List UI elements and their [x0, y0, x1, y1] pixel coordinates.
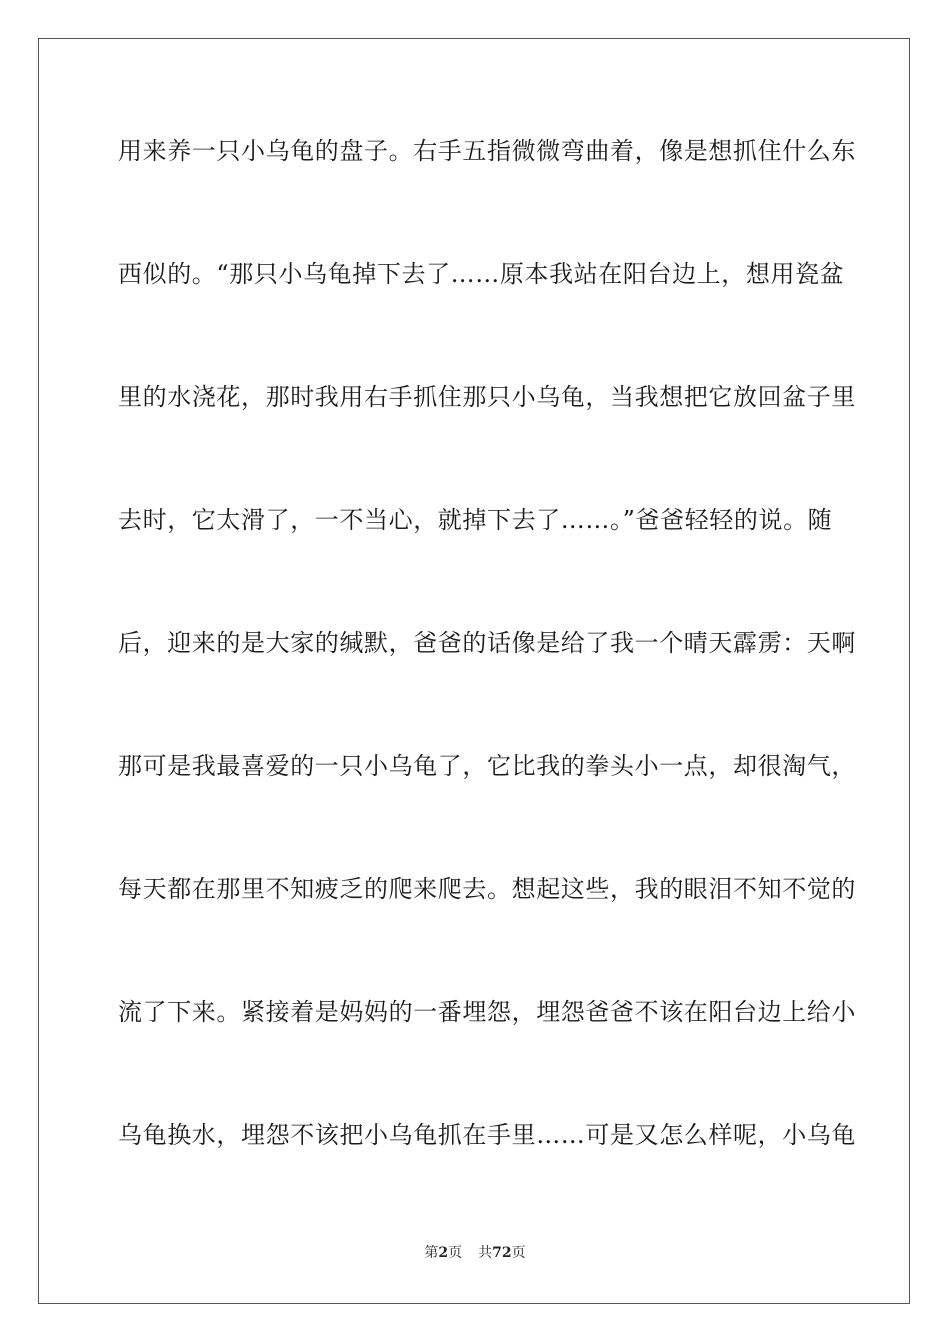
page-number: 2: [438, 1245, 449, 1261]
total-pages: 72: [492, 1245, 512, 1261]
body-text-line: 里的水浇花，那时我用右手抓住那只小乌龟，当我想把它放回盆子里: [118, 383, 856, 411]
body-text-line: 后，迎来的是大家的缄默，爸爸的话像是给了我一个晴天霹雳：天啊: [118, 629, 856, 657]
body-text-line: 去时，它太滑了，一不当心，就掉下去了……。”爸爸轻轻的说。随: [118, 506, 833, 534]
total-suffix: 页: [511, 1245, 526, 1261]
page-prefix: 第: [424, 1245, 439, 1261]
body-text-line: 流了下来。紧接着是妈妈的一番埋怨，埋怨爸爸不该在阳台边上给小: [118, 998, 856, 1026]
total-prefix: 共: [478, 1245, 493, 1261]
body-text-line: 乌龟换水，埋怨不该把小乌龟抓在手里……可是又怎么样呢，小乌龟: [118, 1121, 856, 1149]
body-text-line: 用来养一只小乌龟的盘子。右手五指微微弯曲着，像是想抓住什么东: [118, 137, 856, 165]
body-text-line: 西似的。“那只小乌龟掉下去了……原本我站在阳台边上，想用瓷盆: [118, 260, 845, 288]
body-text-line: 那可是我最喜爱的一只小乌龟了，它比我的拳头小一点，却很淘气，: [118, 752, 856, 780]
page-suffix: 页: [448, 1245, 463, 1261]
page-footer: [0, 1244, 950, 1262]
page-border: [38, 38, 910, 1304]
body-text-line: 每天都在那里不知疲乏的爬来爬去。想起这些，我的眼泪不知不觉的: [118, 875, 856, 903]
